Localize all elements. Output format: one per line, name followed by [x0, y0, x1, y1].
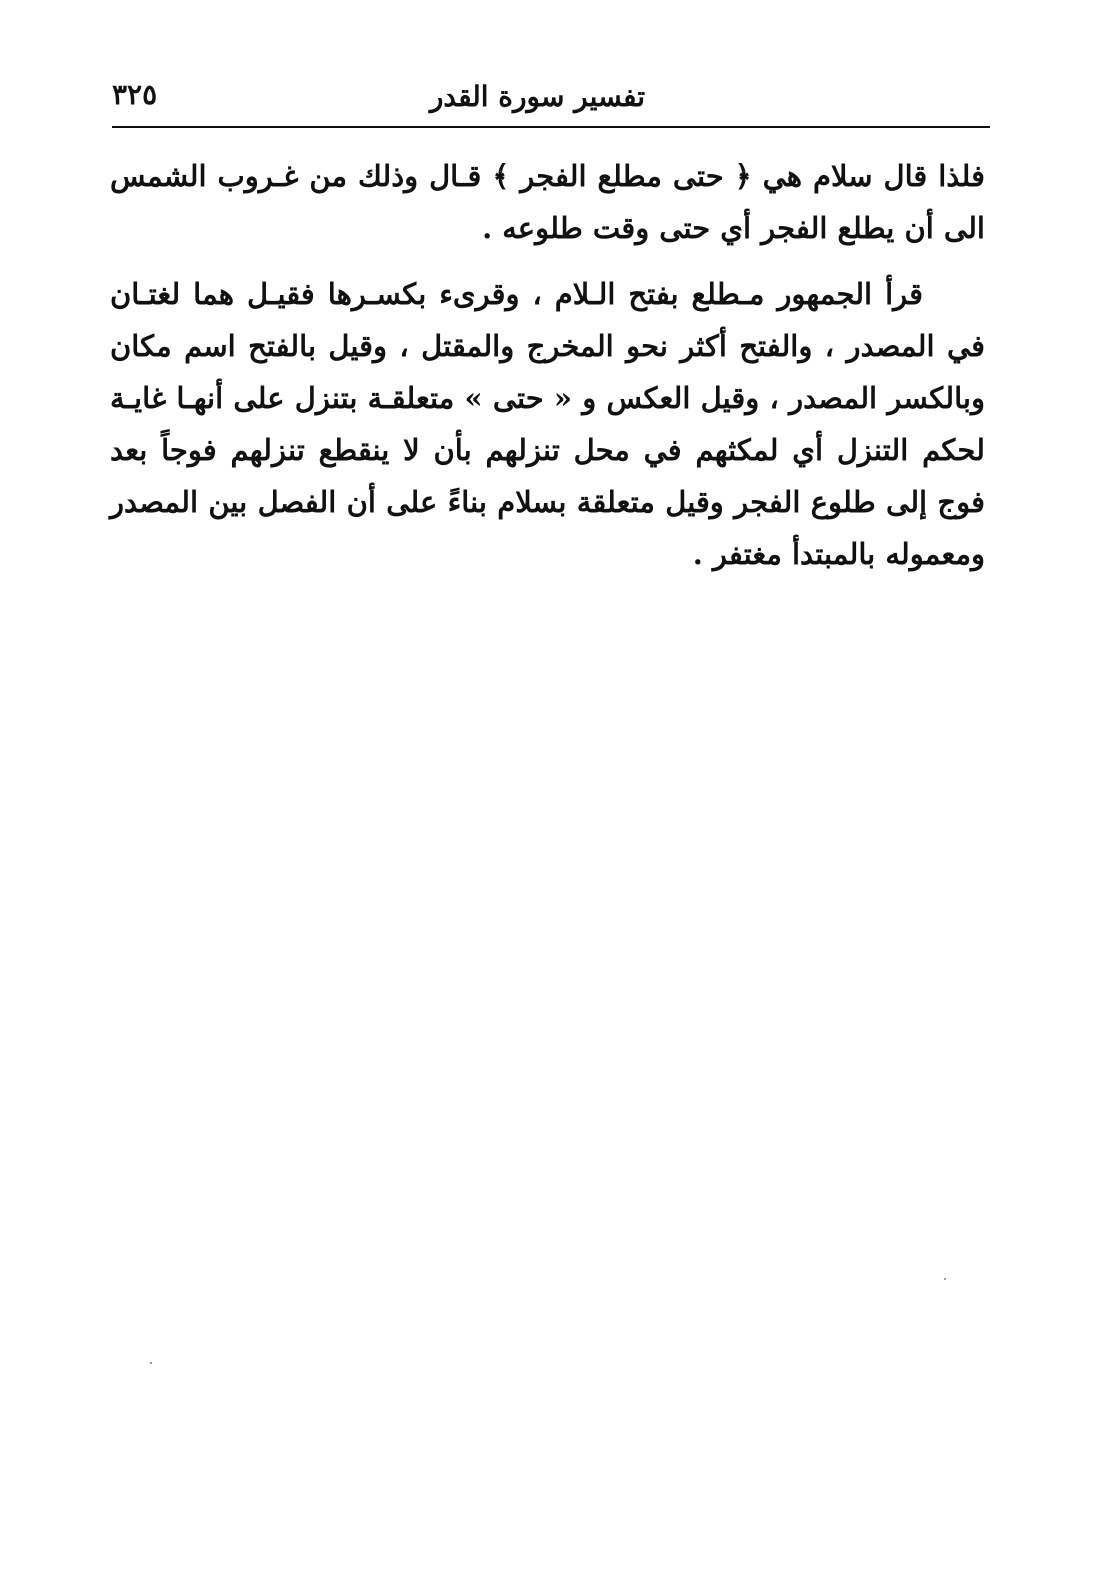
paragraph-2: قرأ الجمهور مـطلع بفتح الـلام ، وقرىء بكسـرها فقيـل هما لغتـان في المصدر ، والفتح أكثر نحو المخرج والمقتل ، وقيل بالفتح اسم مكان وبالكسر المصدر ، وقيل العكس و « حتى » متعلقـة بتنزل على أنهـا غايـة لحكم التنزل أي لمكثهم في محل تنزلهم بأن لا ينقطع تنزلهم فوجاً بعد فوج إلى طلوع الفجر وقيل متعلقة بسلام بناءً على أن الفصل بين المصدر ومعموله بالمبتدأ مغتفر .	[110, 277, 985, 571]
paragraph-1: فلذا قال سلام هي ﴿ حتى مطلع الفجر ﴾ قـال وذلك من غـروب الشمس الى أن يطلع الفجر أي حتى وقت طلوعه .	[110, 159, 985, 245]
scan-speck	[944, 1278, 946, 1280]
header-divider	[112, 126, 990, 128]
page-header	[112, 72, 990, 126]
body-text	[110, 150, 985, 580]
running-title: تفسير سورة القدر	[429, 80, 645, 113]
scan-speck	[150, 1362, 152, 1364]
page-number: ٣٢٥	[112, 78, 158, 111]
